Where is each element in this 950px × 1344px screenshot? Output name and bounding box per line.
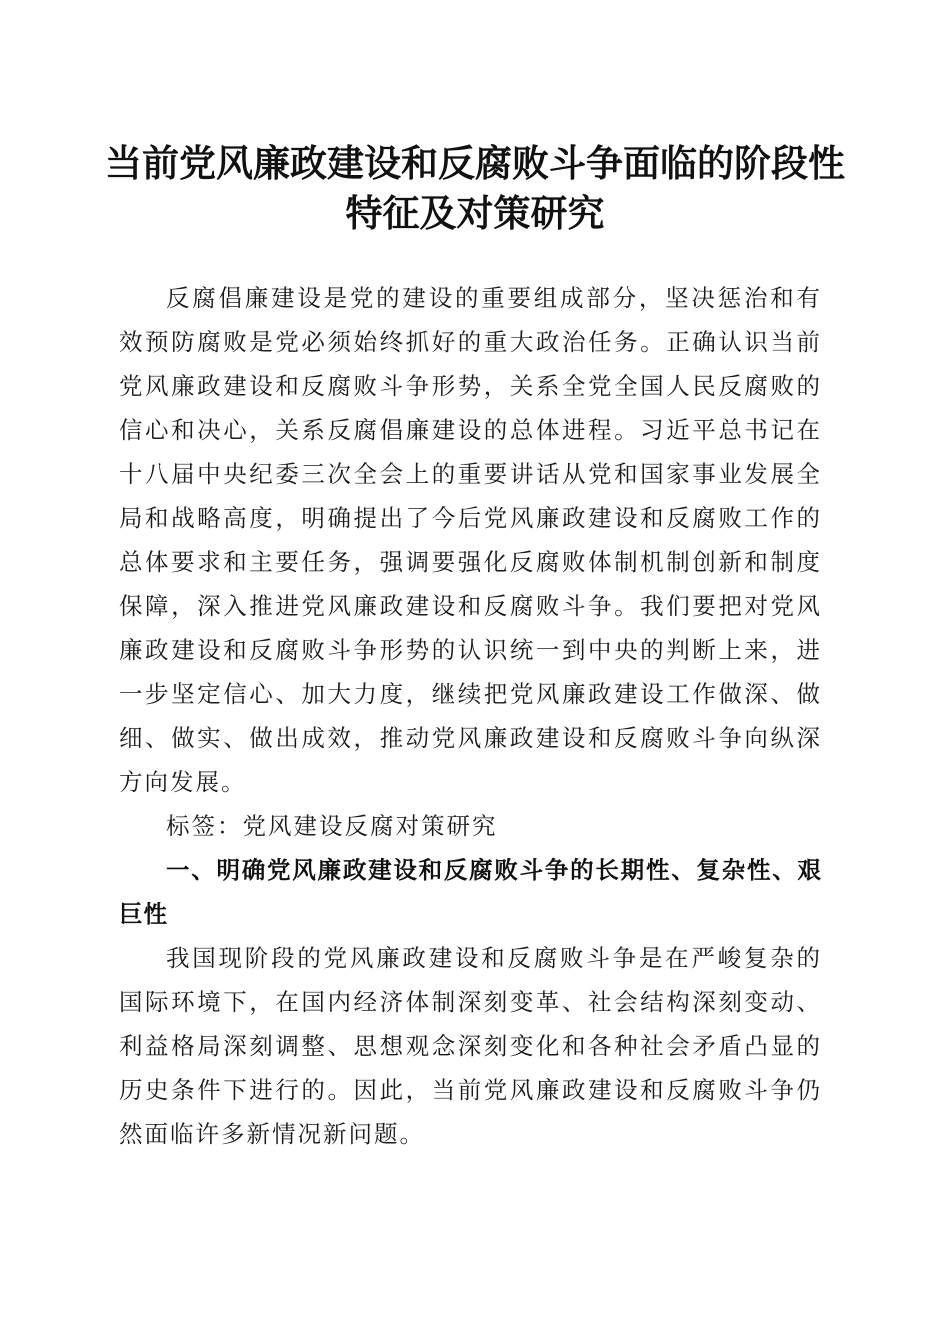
section-1-paragraph: 我国现阶段的党风廉政建设和反腐败斗争是在严峻复杂的国际环境下，在国内经济体制深刻变革、社会结构深刻变动、利益格局深刻调整、思想观念深刻变化和各种社会矛盾凸显的历史条件下进行的。因此，当前党风廉政建设和反腐败斗争仍然面临许多新情况新问题。 (119, 944, 822, 1148)
section-1-heading: 一、明确党风廉政建设和反腐败斗争的长期性、复杂性、艰巨性 (119, 856, 822, 928)
document-title-line-1: 当前党风廉政建设和反腐败斗争面临的阶段性 (105, 141, 845, 185)
tags-line: 标签：党风建设反腐对策研究 (166, 812, 498, 840)
document-title-line-2: 特征及对策研究 (345, 191, 605, 235)
document-body (119, 276, 822, 1156)
intro-paragraph: 反腐倡廉建设是党的建设的重要组成部分，坚决惩治和有效预防腐败是党必须始终抓好的重大政治任务。正确认识当前党风廉政建设和反腐败斗争形势，关系全党全国人民反腐败的信心和决心，关系反腐倡廉建设的总体进程。习近平总书记在十八届中央纪委三次全会上的重要讲话从党和国家事业发展全局和战略高度，明确提出了今后党风廉政建设和反腐败工作的总体要求和主要任务，强调要强化反腐败体制机制创新和制度保障，深入推进党风廉政建设和反腐败斗争。我们要把对党风廉政建设和反腐败斗争形势的认识统一到中央的判断上来，进一步坚定信心、加大力度，继续把党风廉政建设工作做深、做细、做实、做出成效，推动党风廉政建设和反腐败斗争向纵深方向发展。 (119, 284, 822, 796)
document-title (100, 138, 850, 238)
